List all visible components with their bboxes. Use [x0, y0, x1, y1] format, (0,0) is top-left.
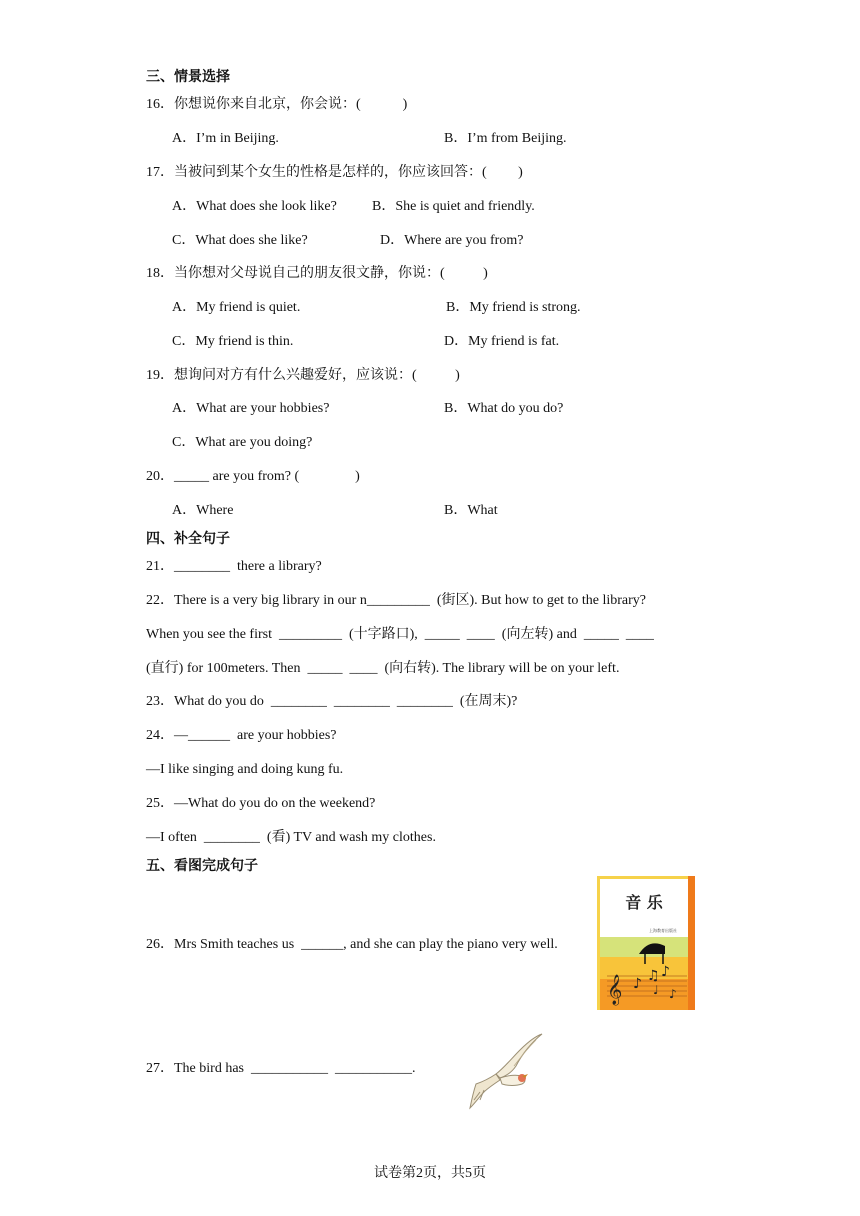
option-16a: A．I’m in Beijing. — [172, 131, 279, 146]
svg-text:♫: ♫ — [647, 968, 660, 984]
option-17d: D．Where are you from? — [380, 233, 524, 248]
question-24: 24．—______ are your hobbies? — [146, 728, 337, 743]
answer-24: —I like singing and doing kung fu. — [146, 762, 344, 777]
option-17c: C．What does she like? — [172, 233, 308, 248]
question-27: 27．The bird has ___________ ___________. — [146, 1061, 416, 1076]
svg-text:♩: ♩ — [653, 983, 659, 997]
section-heading: 三、情景选择 — [146, 69, 230, 85]
option-18b: B．My friend is strong. — [446, 300, 581, 315]
question-21: 21．________ there a library? — [146, 559, 322, 574]
question-20: 20．_____ are you from? ( ) — [146, 469, 360, 484]
page-footer: 试卷第2页，共5页 — [374, 1166, 486, 1181]
option-20a: A．Where — [172, 503, 234, 518]
svg-text:♪: ♪ — [633, 976, 642, 992]
svg-text:♪: ♪ — [661, 964, 670, 980]
bird-image — [466, 1030, 548, 1112]
section-heading: 五、看图完成句子 — [146, 858, 258, 874]
question-22-line2: When you see the first _________ (十字路口), _____ ____ (向左转) and _____ ____ — [146, 627, 654, 642]
option-19b: B．What do you do? — [444, 401, 564, 416]
question-17: 17．当被问到某个女生的性格是怎样的，你应该回答：( ) — [146, 165, 523, 180]
section-heading: 四、补全句子 — [146, 531, 230, 547]
bird-drawing — [466, 1030, 548, 1112]
question-22: 22．There is a very big library in our n_________ (街区). But how to get to the library? — [146, 593, 647, 608]
question-19: 19．想询问对方有什么兴趣爱好，应该说：( ) — [146, 368, 460, 383]
option-20b: B．What — [444, 503, 498, 518]
question-18: 18．当你想对父母说自己的朋友很文静，你说：( ) — [146, 266, 488, 281]
option-18c: C．My friend is thin. — [172, 334, 294, 349]
question-25: 25．—What do you do on the weekend? — [146, 796, 376, 811]
question-26: 26．Mrs Smith teaches us ______, and she can play the piano very well. — [146, 937, 558, 952]
question-16: 16．你想说你来自北京，你会说：( ) — [146, 97, 408, 112]
question-22-line3: (直行) for 100meters. Then _____ ____ (向右转). The library will be on your left. — [146, 661, 620, 676]
answer-25: —I often ________ (看) TV and wash my clothes. — [146, 830, 436, 845]
svg-text:♪: ♪ — [669, 987, 677, 1001]
option-18d: D．My friend is fat. — [444, 334, 560, 349]
option-17a: A．What does she look like? — [172, 199, 337, 214]
option-19c: C．What are you doing? — [172, 435, 313, 450]
option-17b: B．She is quiet and friendly. — [372, 199, 535, 214]
option-19a: A．What are your hobbies? — [172, 401, 330, 416]
book-publisher: 上海教育出版社 — [649, 928, 677, 933]
option-18a: A．My friend is quiet. — [172, 300, 301, 315]
svg-text:𝄞: 𝄞 — [607, 975, 623, 1005]
book-title: 音 乐 — [625, 893, 663, 912]
music-book-drawing — [597, 876, 695, 1010]
option-16b: B．I’m from Beijing. — [444, 131, 567, 146]
music-book-image — [597, 876, 695, 1010]
question-23: 23．What do you do ________ ________ ________ (在周末)? — [146, 694, 518, 709]
